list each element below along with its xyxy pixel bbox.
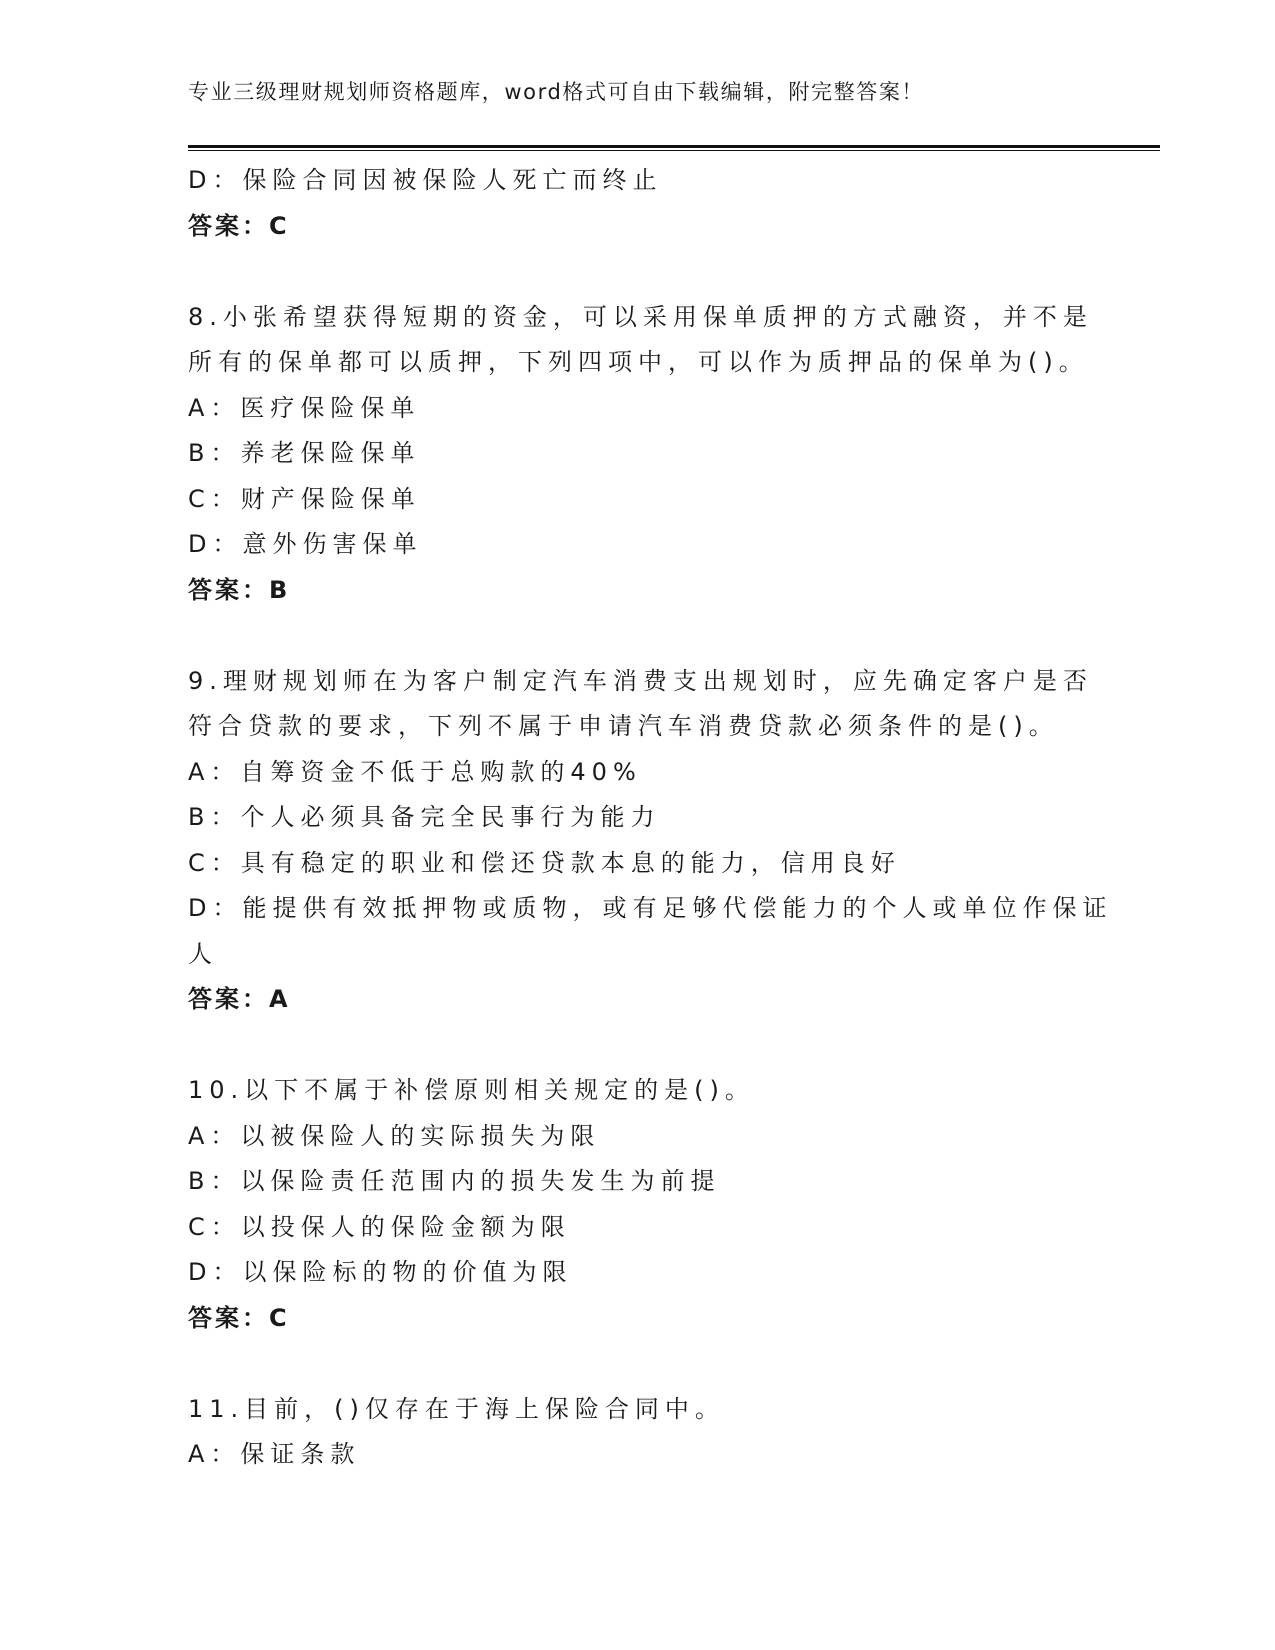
question-stem: 11.目前，()仅存在于海上保险合同中。 [188, 1394, 725, 1423]
option-c: C：财产保险保单 [188, 484, 421, 513]
header-rule-thick [188, 145, 1160, 148]
spacer [188, 1341, 1088, 1387]
question-stem: 符合贷款的要求，下列不属于申请汽车消费贷款必须条件的是()。 [188, 712, 1059, 740]
header-rule-thin [188, 150, 1160, 151]
option-a: A：医疗保险保单 [188, 393, 421, 422]
option-c: C：具有稳定的职业和偿还贷款本息的能力，信用良好 [188, 848, 901, 877]
option-a: A：自筹资金不低于总购款的40% [188, 757, 642, 786]
option-d: D：能提供有效抵押物或质物，或有足够代偿能力的个人或单位作保证 [188, 894, 1113, 922]
option-d: D：保险合同因被保险人死亡而终止 [188, 166, 663, 194]
option-d: D：意外伤害保单 [188, 530, 423, 558]
page-header: 专业三级理财规划师资格题库，word格式可自由下载编辑，附完整答案！ [188, 80, 925, 104]
option-d: D：以保险标的物的价值为限 [188, 1258, 573, 1286]
spacer [188, 613, 1088, 659]
question-8 [188, 295, 1093, 614]
option-b: B：个人必须具备完全民事行为能力 [188, 803, 661, 831]
answer: 答案：C [188, 211, 290, 240]
question-stem: 9.理财规划师在为客户制定汽车消费支出规划时，应先确定客户是否 [188, 666, 1093, 695]
option-c: C：以投保人的保险金额为限 [188, 1212, 571, 1241]
option-b: B：养老保险保单 [188, 439, 421, 467]
question-stem: 所有的保单都可以质押，下列四项中，可以作为质押品的保单为()。 [188, 348, 1089, 376]
option-b: B：以保险责任范围内的损失发生为前提 [188, 1167, 721, 1195]
spacer [188, 1023, 1088, 1069]
document-body [188, 158, 1113, 1478]
answer: 答案：A [188, 985, 291, 1013]
question-9 [188, 659, 1113, 1023]
question-10 [188, 1068, 1088, 1341]
question-stem: 8.小张希望获得短期的资金，可以采用保单质押的方式融资，并不是 [188, 302, 1093, 331]
answer: 答案：B [188, 575, 291, 604]
option-a: A：以被保险人的实际损失为限 [188, 1121, 601, 1150]
option-a: A：保证条款 [188, 1440, 361, 1468]
answer: 答案：C [188, 1303, 290, 1332]
spacer [188, 249, 1088, 295]
question-stem: 10.以下不属于补偿原则相关规定的是()。 [188, 1076, 755, 1104]
option-d-continued: 人 [188, 939, 218, 968]
question-11 [188, 1387, 1088, 1478]
question-7-tail [188, 158, 1088, 249]
